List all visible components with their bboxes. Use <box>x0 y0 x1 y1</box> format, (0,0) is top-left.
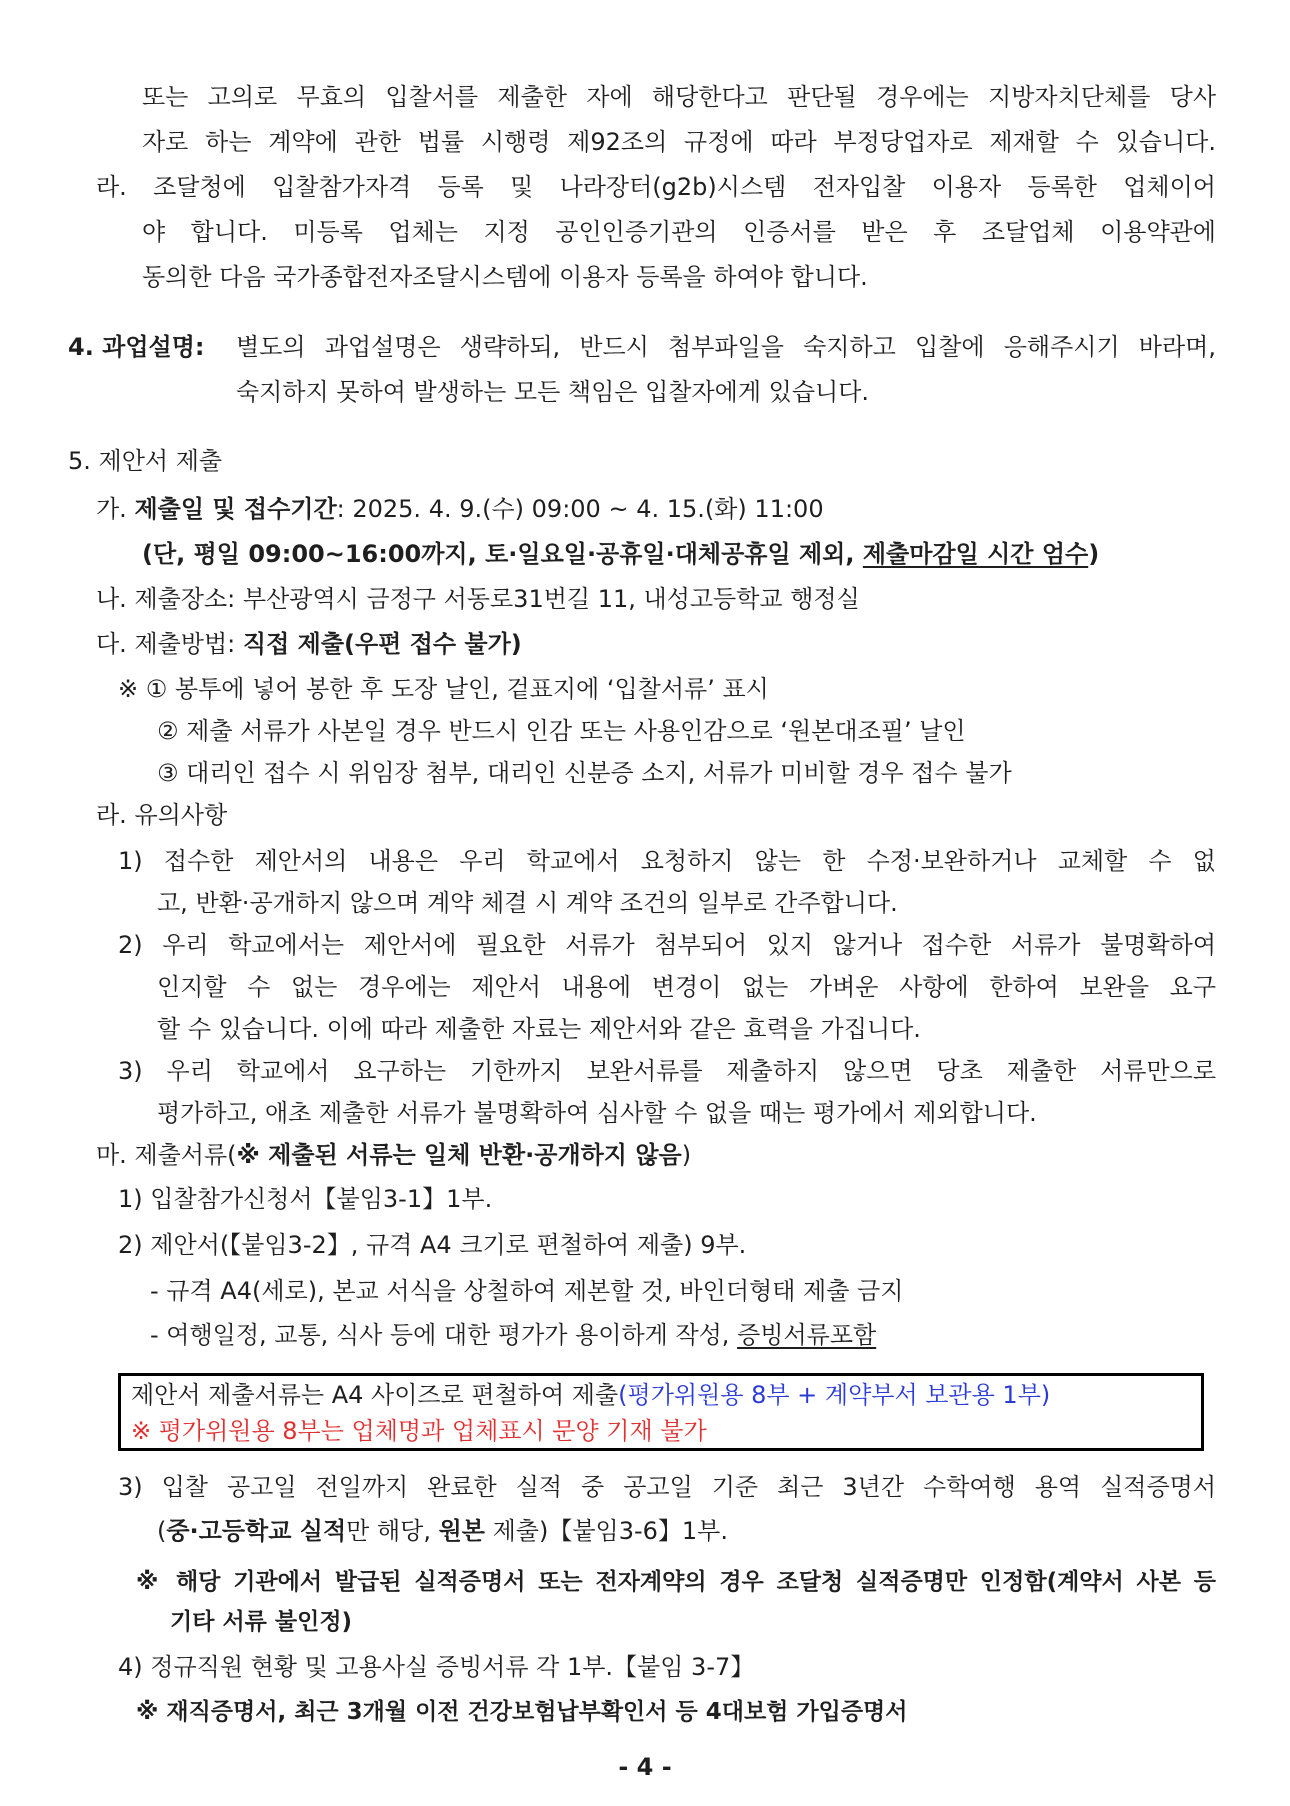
section5-ra-title: 라. 유의사항 <box>96 801 228 829</box>
ma-title-bold: ※ 제출된 서류는 일체 반환·공개하지 않음 <box>236 1141 682 1169</box>
bold-part: 중·고등학교 실적 <box>166 1517 347 1545</box>
text-part: 만 해당, <box>346 1517 439 1545</box>
ma-item: 2) 제안서(【붙임3-2】, 규격 A4 크기로 편철하여 제출) 9부. <box>118 1231 747 1259</box>
da-note: ③ 대리인 접수 시 위임장 첨부, 대리인 신분증 소지, 서류가 미비할 경우 접수 불가 <box>157 759 1012 787</box>
ra-item-line: 2) 우리 학교에서는 제안서에 필요한 서류가 첨부되어 있지 않거나 접수한 서류가 불명확하여 <box>118 931 1216 959</box>
ga-value: : 2025. 4. 9.(수) 09:00 ~ 4. 15.(화) 11:00 <box>336 495 824 523</box>
ga-prefix: 가. <box>96 495 135 523</box>
item-ra-line: 동의한 다음 국가종합전자조달시스템에 이용자 등록을 하여야 합니다. <box>142 263 868 291</box>
ra-item-line: 할 수 있습니다. 이에 따라 제출한 자료는 제안서와 같은 효력을 가집니다. <box>157 1015 921 1043</box>
ra-item-line: 1) 접수한 제안서의 내용은 우리 학교에서 요청하지 않는 한 수정·보완하거나 교체할 수 없 <box>118 847 1216 875</box>
section5-ga <box>96 494 824 525</box>
ma-note: ※ 재직증명서, 최근 3개월 이전 건강보험납부확인서 등 4대보험 가입증명서 <box>136 1699 908 1725</box>
ma-title-suffix: ) <box>681 1141 692 1169</box>
section4-line: 숙지하지 못하여 발생하는 모든 책임은 입찰자에게 있습니다. <box>236 378 870 406</box>
ma-dash-item: - 규격 A4(세로), 본교 서식을 상철하여 제본할 것, 바인더형태 제출 금지 <box>150 1277 904 1305</box>
ma-title-prefix: 마. 제출서류( <box>96 1141 237 1169</box>
ma-item: 3) 입찰 공고일 전일까지 완료한 실적 중 공고일 기준 최근 3년간 수학여행 용역 실적증명서 <box>118 1473 1216 1501</box>
section4-line: 별도의 과업설명은 생략하되, 반드시 첨부파일을 숙지하고 입찰에 응해주시기 바라며, <box>236 333 1216 361</box>
da-prefix: 다. 제출방법: <box>96 630 243 658</box>
paragraph-line: 자로 하는 계약에 관한 법률 시행령 제92조의 규정에 따라 부정당업자로 제재할 수 있습니다. <box>142 128 1216 156</box>
item-ra-line: 라. 조달청에 입찰참가자격 등록 및 나라장터(g2b)시스템 전자입찰 이용자 등록한 업체이어 <box>96 173 1216 201</box>
box-line-2: ※ 평가위원용 8부는 업체명과 업체표시 문양 기재 불가 <box>131 1417 707 1445</box>
paragraph-line: 또는 고의로 무효의 입찰서를 제출한 자에 해당한다고 판단될 경우에는 지방자치단체를 당사 <box>142 83 1216 111</box>
da-value: 직접 제출(우편 접수 불가) <box>242 630 522 658</box>
text-part: ( <box>157 1517 167 1545</box>
ma-item: 1) 입찰참가신청서【붙임3-1】1부. <box>118 1185 493 1213</box>
section5-ma-title <box>96 1140 691 1171</box>
da-note: ※ ① 봉투에 넣어 봉한 후 도장 날인, 겉표지에 ‘입찰서류’ 표시 <box>118 675 769 703</box>
da-note: ② 제출 서류가 사본일 경우 반드시 인감 또는 사용인감으로 ‘원본대조필’ 날인 <box>157 717 966 745</box>
ga-note-part: (단, 평일 09:00~16:00까지, 토·일요일·공휴일·대체공휴일 제외, <box>142 540 863 568</box>
box-text-blue: (평가위원용 8부 + 계약부서 보관용 1부) <box>618 1381 1051 1409</box>
page-number: - 4 - <box>618 1753 672 1781</box>
dash-text: - 여행일정, 교통, 식사 등에 대한 평가가 용이하게 작성, <box>150 1321 738 1349</box>
ga-deadline-note: 제출마감일 시간 엄수 <box>862 540 1089 568</box>
ma-item: 4) 정규직원 현황 및 고용사실 증빙서류 각 1부.【붙임 3-7】 <box>118 1653 755 1681</box>
ra-item-line: 3) 우리 학교에서 요구하는 기한까지 보완서류를 제출하지 않으면 당초 제출한 서류만으로 <box>118 1057 1216 1085</box>
box-text: 제안서 제출서류는 A4 사이즈로 편철하여 제출 <box>131 1381 619 1409</box>
section5-da <box>96 629 522 660</box>
ma-dash-item <box>150 1320 876 1351</box>
ra-item-line: 인지할 수 없는 경우에는 제안서 내용에 변경이 없는 가벼운 사항에 한하여 보완을 요구 <box>157 973 1216 1001</box>
section5-na: 나. 제출장소: 부산광역시 금정구 서동로31번길 11, 내성고등학교 행정실 <box>96 585 860 613</box>
section4-label: 4. 과업설명: <box>68 333 205 361</box>
ra-item-line: 평가하고, 애초 제출한 서류가 불명확하여 심사할 수 없을 때는 평가에서 제외합니다. <box>157 1099 1037 1127</box>
ma-note: ※ 해당 기관에서 발급된 실적증명서 또는 전자계약의 경우 조달청 실적증명만 인정함(계약서 사본 등 <box>136 1569 1216 1595</box>
ra-item-line: 고, 반환·공개하지 않으며 계약 체결 시 계약 조건의 일부로 간주합니다. <box>157 889 898 917</box>
submission-note-box <box>118 1373 1204 1451</box>
ma-item-line <box>157 1516 728 1547</box>
ga-note-part: ) <box>1088 540 1100 568</box>
ma-note: 기타 서류 불인정) <box>170 1609 353 1635</box>
text-part: 제출)【붙임3-6】1부. <box>484 1517 728 1545</box>
section5-ga-note <box>142 539 1099 570</box>
item-ra-line: 야 합니다. 미등록 업체는 지정 공인인증기관의 인증서를 받은 후 조달업체 이용약관에 <box>142 218 1216 246</box>
bold-part: 원본 <box>438 1517 485 1545</box>
dash-underlined: 증빙서류포함 <box>737 1321 877 1349</box>
section5-title: 5. 제안서 제출 <box>68 447 223 475</box>
ga-label: 제출일 및 접수기간 <box>134 495 337 523</box>
box-line-1 <box>131 1380 1050 1411</box>
